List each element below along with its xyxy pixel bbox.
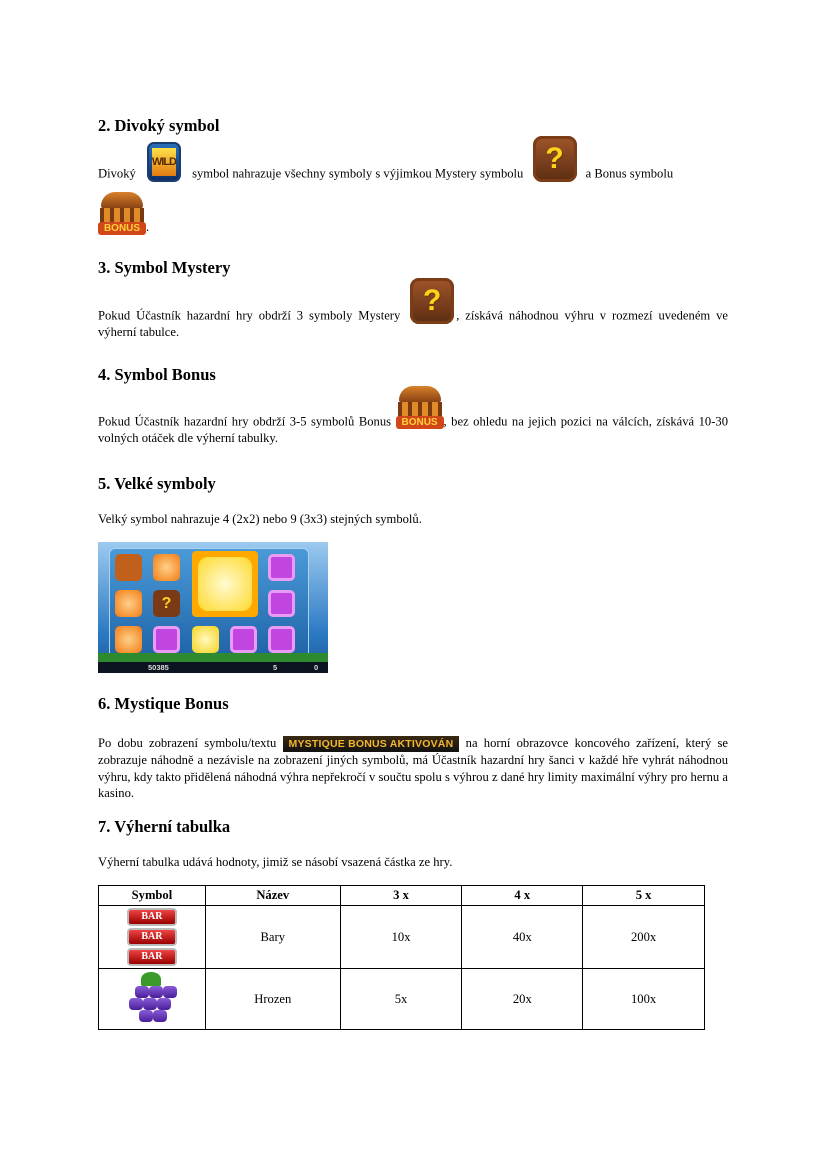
credit-value: 50385: [148, 663, 169, 672]
text: Po dobu zobrazení symbolu/textu: [98, 736, 277, 750]
paragraph-big-symbols: Velký symbol nahrazuje 4 (2x2) nebo 9 (3x3) stejných symbolů.: [98, 512, 422, 526]
bar-label: BAR: [127, 908, 177, 926]
mystery-symbol-icon: [410, 278, 454, 324]
grass-strip: [98, 653, 328, 662]
heading-mystery: 3. Symbol Mystery: [98, 258, 231, 277]
table-header-row: [99, 886, 705, 906]
big-lemon-symbol: [192, 551, 258, 617]
purple-tile: [268, 590, 295, 617]
mystery-label: ?: [545, 142, 564, 175]
text: Pokud Účastník hazardní hry obdrží 3 symboly Mystery: [98, 308, 401, 323]
text: a Bonus symbolu: [585, 166, 674, 181]
value-cell: 5x: [340, 969, 462, 1030]
paragraph-paytable: Výherní tabulka udává hodnoty, jimiž se násobí vsazená částka ze hry.: [98, 855, 453, 869]
bonus-label: BONUS: [98, 222, 146, 235]
mystique-banner: MYSTIQUE BONUS AKTIVOVÁN: [283, 736, 460, 752]
mystery-symbol-icon: [533, 136, 577, 182]
value-cell: 40x: [462, 906, 583, 969]
column-header: 4 x: [462, 886, 583, 906]
paragraph-mystery: [98, 278, 728, 341]
orange-tile: [153, 554, 180, 581]
purple-tile: [268, 626, 295, 653]
mystery-tile: ?: [153, 590, 180, 617]
name-cell: Hrozen: [205, 969, 340, 1030]
win-value: 0: [314, 663, 319, 672]
paytable: [98, 885, 705, 1030]
game-screenshot: [98, 542, 328, 673]
grapes-icon: [127, 972, 177, 1026]
bonus-chest-icon: [396, 386, 444, 430]
column-header: 3 x: [340, 886, 462, 906]
table-row: [99, 906, 705, 969]
bonus-label: BONUS: [396, 416, 444, 429]
text: .: [146, 220, 150, 234]
game-status-bar: [98, 662, 328, 673]
value-cell: 200x: [583, 906, 705, 969]
lemon-tile: [192, 626, 219, 653]
orange-tile: [115, 590, 142, 617]
text: Pokud Účastník hazardní hry obdrží 3-5 symbolů Bonus: [98, 414, 392, 429]
reels-frame: [109, 548, 309, 658]
bet-value: 5: [273, 663, 278, 672]
orange-tile: [115, 626, 142, 653]
value-cell: 20x: [462, 969, 583, 1030]
mystery-label: ?: [423, 284, 442, 317]
chest-tile: [115, 554, 142, 581]
wild-symbol-icon: [147, 142, 181, 182]
wild-label: WILD: [152, 148, 176, 176]
heading-bonus: 4. Symbol Bonus: [98, 365, 216, 384]
text: , získává náhodnou výhru v rozmezí uvedeném ve výherní tabulce.: [98, 308, 729, 339]
bar-symbol-icon: [127, 908, 177, 966]
table-row: [99, 969, 705, 1030]
value-cell: 10x: [340, 906, 462, 969]
text: , bez ohledu na jejich pozici na válcích, získává 10-30 volných otáček dle výherní tabulky.: [98, 414, 728, 445]
name-cell: Bary: [205, 906, 340, 969]
paragraph-bonus: [98, 386, 728, 447]
purple-tile: [153, 626, 180, 653]
purple-tile: [230, 626, 257, 653]
text: na horní obrazovce koncového zařízení, který se zobrazuje náhodně a nezávisle na zobrazení jiných symbolů, má Účastník hazardní hry šanci v každé hře vyhrát náhodnou výhru, kdy takto přidělená náhodná výhra nepřekročí v součtu spolu s výhrou z dané hry limity maximální výhry pro hernu a kasino.: [98, 736, 728, 801]
bonus-chest-icon: [98, 192, 146, 236]
bar-label: BAR: [127, 928, 177, 946]
value-cell: 100x: [583, 969, 705, 1030]
purple-tile: [268, 554, 295, 581]
paragraph-mystique: [98, 735, 728, 802]
bar-label: BAR: [127, 948, 177, 966]
symbol-cell: [99, 906, 206, 969]
text: Divoký: [98, 166, 136, 181]
paragraph-wild: [98, 136, 728, 182]
column-header: Název: [205, 886, 340, 906]
heading-mystique: 6. Mystique Bonus: [98, 694, 229, 713]
symbol-cell: [99, 969, 206, 1030]
text: symbol nahrazuje všechny symboly s výjimkou Mystery symbolu: [192, 166, 524, 181]
heading-paytable: 7. Výherní tabulka: [98, 817, 231, 836]
column-header: Symbol: [99, 886, 206, 906]
bonus-line: [98, 192, 149, 236]
heading-big-symbols: 5. Velké symboly: [98, 474, 216, 493]
column-header: 5 x: [583, 886, 705, 906]
heading-wild-symbol: 2. Divoký symbol: [98, 116, 220, 135]
